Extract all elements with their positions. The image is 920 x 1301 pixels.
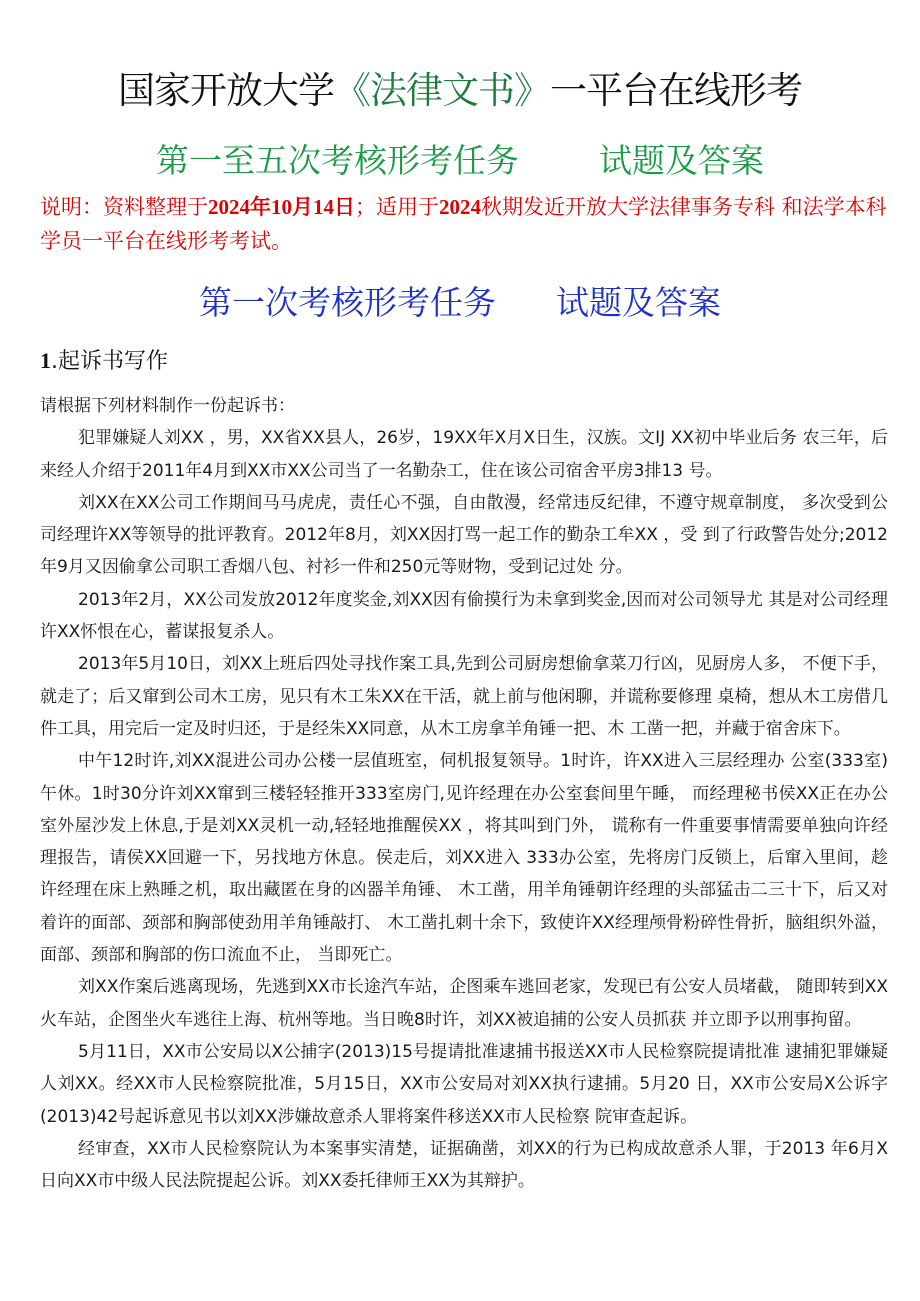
section-title xyxy=(0,280,920,326)
paragraph-instruction: 请根据下列材料制作一份起诉书： xyxy=(40,396,295,416)
title-part-university: 国家开放大学 xyxy=(118,69,334,112)
paragraph: 犯罪嫌疑人刘XX ，男，XX省XX县人，26岁，19XX年X月X日生，汉族。文IJ XX初中毕业后务 农三年，后来经人介绍于2011年4月到XX市XX公司当了一名勤杂工，住在该公司宿舍平房3排13 号。 xyxy=(40,428,888,481)
paragraph: 中午12时许,刘XX混进公司办公楼一层值班室，伺机报复领导。1时许，许XX进入三层经理办 公室(333室)午休。1时30分许刘XX窜到三楼轻轻推开333室房门,见许经理在办公室套间里午睡， 而经理秘书侯XX正在办公室外屋沙发上休息,于是刘XX灵机一动,轻轻地推醒侯XX ，将其叫到门外， 谎称有一件重要事情需要单独向许经理报告，请侯XX回避一下，另找地方休息。侯走后，刘XX进入 333办公室，先将房门反锁上，后窜入里间，趁许经理在床上熟睡之机，取出藏匿在身的凶器羊角锤、 木工凿，用羊角锤朝许经理的头部猛击二三十下，后又对着许的面部、颈部和胸部使劲用羊角锤敲打、 木工凿扎刺十余下，致使许XX经理颅骨粉碎性骨折，脑组织外溢，面部、颈部和胸部的伤口流血不止， 当即死亡。 xyxy=(40,751,888,966)
subtitle-left: 第一至五次考核形考任务 xyxy=(156,141,519,180)
note-date: 2024年10月14日 xyxy=(208,195,355,219)
note-text-2: ；适用于 xyxy=(355,195,439,219)
note-text-3: 秋期发近开放大学法律事务专科 和法学本科学员一平台在线形考考试。 xyxy=(40,195,887,253)
explanation-note xyxy=(40,190,888,258)
question-title: .起诉书写作 xyxy=(51,349,168,374)
question-heading xyxy=(40,344,168,379)
subtitle-right: 试题及答案 xyxy=(599,141,764,180)
paragraph: 5月11日，XX市公安局以X公捕字(2013)15号提请批准逮捕书报送XX市人民检察院提请批准 逮捕犯罪嫌疑人刘XX。经XX市人民检察院批准，5月15日，XX市公安局对刘XX执行逮捕。5月20 日，XX市公安局X公诉字(2013)42号起诉意见书以刘XX涉嫌故意杀人罪将案件移送XX市人民检察 院审查起诉。 xyxy=(40,1041,888,1127)
paragraph: 2013年5月10日，刘XX上班后四处寻找作案工具,先到公司厨房想偷拿菜刀行凶，见厨房人多， 不便下手，就走了；后又窜到公司木工房，见只有木工朱XX在干活，就上前与他闲聊，并谎称要修理 桌椅，想从木工房借几件工具，用完后一定及时归还，于是经朱XX同意，从木工房拿羊角锤一把、木 工凿一把，并藏于宿舍床下。 xyxy=(40,654,888,739)
question-body xyxy=(40,390,888,1197)
document-title xyxy=(0,66,920,116)
paragraph: 经审查，XX市人民检察院认为本案事实清楚，证据确凿，刘XX的行为已构成故意杀人罪，于2013 年6月X日向XX市中级人民法院提起公诉。刘XX委托律师王XX为其辩护。 xyxy=(40,1138,888,1192)
paragraph: 2013年2月，XX公司发放2012年度奖金,刘XX因有偷摸行为未拿到奖金,因而对公司领导尤 其是对公司经理许XX怀恨在心，蓄谋报复杀人。 xyxy=(40,589,888,643)
paragraph: 刘XX作案后逃离现场，先逃到XX市长途汽车站，企图乘车逃回老家，发现已有公安人员堵截， 随即转到XX火车站，企图坐火车逃往上海、杭州等地。当日晚8时许，刘XX被追捕的公安人员抓获 并立即予以刑事拘留。 xyxy=(40,977,888,1030)
section-title-right: 试题及答案 xyxy=(556,283,721,322)
question-number: 1 xyxy=(40,348,51,373)
document-subtitle xyxy=(0,138,920,184)
note-year: 2024 xyxy=(439,195,481,219)
note-text-1: 说明：资料整理于 xyxy=(40,195,208,219)
title-part-course: 《法律文书》 xyxy=(334,69,550,112)
section-title-left: 第一次考核形考任务 xyxy=(199,283,496,322)
paragraph: 刘XX在XX公司工作期间马马虎虎，责任心不强，自由散漫，经常违反纪律，不遵守规章制度， 多次受到公司经理许XX等领导的批评教育。2012年8月，刘XX因打骂一起工作的勤杂工牟XX ，受 到了行政警告处分;2012年9月又因偷拿公司职工香烟八包、衬衫一件和250元等财物，受到记过处 分。 xyxy=(40,492,888,578)
title-part-platform: 一平台在线形考 xyxy=(550,69,802,112)
